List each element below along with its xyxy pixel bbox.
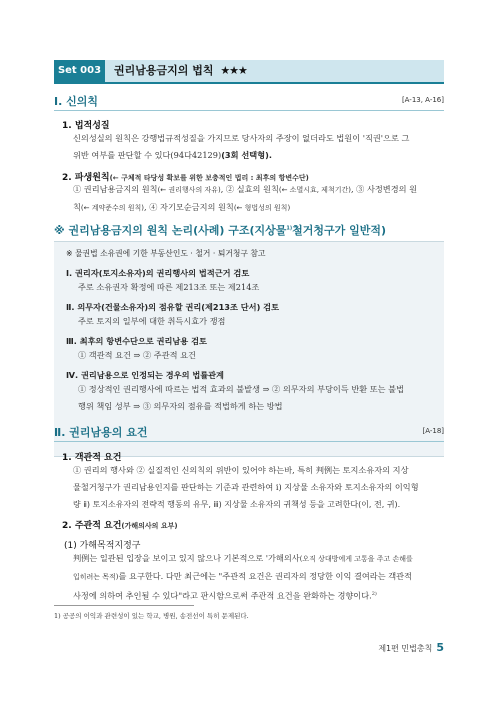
heading-subjective-requirement bbox=[62, 518, 178, 531]
text: 2. 주관적 요건 bbox=[62, 521, 122, 531]
line bbox=[73, 181, 443, 199]
paragraph-subjective-requirement bbox=[73, 550, 443, 605]
footnote-divider bbox=[54, 605, 194, 606]
text: , ② 실효의 원칙 bbox=[220, 184, 279, 194]
exam-note: (3회 선택형). bbox=[221, 150, 272, 160]
section-2-ref: [A-18] bbox=[422, 427, 444, 435]
subheading: (1) 가해목적지정구 bbox=[64, 541, 141, 551]
line: 신의성실의 원칙은 강행법규적성질을 가지므로 당사자의 주장이 없더라도 법원이 '직권'으로 그 bbox=[73, 133, 410, 143]
text: , ④ 자기모순금지의 원칙 bbox=[144, 202, 234, 212]
footnote-mark: 1) bbox=[286, 225, 293, 232]
line bbox=[73, 586, 443, 605]
line bbox=[73, 147, 443, 164]
text: 위반 여부를 판단할 수 있다(94다42129) bbox=[73, 150, 222, 160]
footnote-mark: 2) bbox=[371, 591, 377, 597]
box-item-2-heading: Ⅱ. 의무자(건물소유자)의 점유할 권리(제213조 단서) 검토 bbox=[66, 302, 279, 312]
line bbox=[73, 550, 443, 568]
set-label: Set 003 bbox=[54, 60, 105, 82]
heading-legal-nature: 1. 법적성질 bbox=[62, 121, 110, 131]
box-reference: ※ 물권법 소유권에 기한 부동산인도 · 철거 · 퇴거청구 참고 bbox=[66, 249, 266, 258]
line: 행위 책임 성부 ⇒ ③ 의무자의 점유를 적법하게 하는 방법 bbox=[78, 401, 283, 411]
text: 를 요구한다. 다만 최근에는 "주관적 요건은 권리자의 정당한 이익 결여라는 객관적 bbox=[118, 571, 412, 581]
set-title-text: 권리남용금지의 법칙 bbox=[114, 64, 214, 77]
paragraph-legal-nature bbox=[73, 130, 443, 164]
section-1-title: Ⅰ. 신의칙 bbox=[54, 95, 98, 108]
text: ① 권리남용금지의 원칙 bbox=[73, 184, 158, 194]
note: (← 권리행사의 자유) bbox=[157, 186, 221, 194]
line: 물철거청구가 권리남용인지를 판단하는 기준과 관련하여 ⅰ) 지상물 소유자와 토지소유자의 이익형 bbox=[73, 482, 419, 492]
section-2-title: Ⅱ. 권리남용의 요건 bbox=[54, 426, 148, 439]
set-title bbox=[114, 60, 247, 82]
note: 입히려는 목적) bbox=[73, 573, 119, 581]
footnote: 1) 공공의 이익과 관련성이 있는 학교, 병원, 송전선이 특히 문제된다. bbox=[54, 612, 249, 620]
box-item-1-body: 주로 소유권자 확정에 따른 제213조 또는 제214조 bbox=[78, 282, 260, 292]
structure-notice bbox=[54, 222, 386, 238]
text: , ③ 사정변경의 원 bbox=[350, 184, 418, 194]
box-item-1-heading: Ⅰ. 권리자(토지소유자)의 권리행사의 법적근거 검토 bbox=[66, 268, 250, 278]
paragraph-derived-principles bbox=[73, 181, 443, 217]
heading-note: (← 구체적 타당성 확보를 위한 보충적인 법리 : 최후의 항변수단) bbox=[109, 174, 309, 182]
text: 2. 파생원칙 bbox=[62, 173, 110, 183]
page-number: 5 bbox=[436, 641, 444, 654]
box-item-4-body bbox=[78, 381, 433, 415]
line: ① 권리의 행사와 ② 실질적인 신의칙의 위반이 있어야 하는바, 특히 判例는 토지소유자의 지상 bbox=[73, 465, 409, 475]
text: ※ 권리남용금지의 원칙 논리(사례) 구조(지상물 bbox=[54, 224, 287, 237]
line bbox=[73, 568, 443, 586]
importance-stars: ★★★ bbox=[220, 64, 247, 77]
note: (← 계약준수의 원칙) bbox=[80, 204, 145, 212]
box-item-3-heading: Ⅲ. 최후의 항변수단으로 권리남용 검토 bbox=[66, 336, 207, 346]
section-1-divider bbox=[54, 110, 444, 111]
line bbox=[73, 199, 443, 217]
text: 사정에 의하여 추인될 수 있다"라고 판시함으로써 주관적 요건을 완화하는 경향이다. bbox=[73, 590, 372, 601]
section-2-divider bbox=[54, 441, 444, 442]
note: (← 형법성의 원칙) bbox=[233, 204, 291, 212]
box-item-4-heading: Ⅳ. 권리남용으로 인정되는 경우의 법률관계 bbox=[66, 370, 224, 380]
line: 량 ⅱ) 토지소유자의 전략적 행동의 유무, ⅲ) 지상물 소유자의 귀책성 등을 고려한다(이, 전, 귀). bbox=[73, 500, 401, 509]
text: 칙 bbox=[73, 202, 81, 212]
text: 철거청구가 일반적) bbox=[292, 224, 387, 237]
note: (← 소멸시효, 제척기간) bbox=[278, 186, 351, 194]
section-1-ref: [A-13, A-16] bbox=[401, 96, 444, 104]
note: (오직 상대방에게 고통을 주고 손해를 bbox=[299, 555, 413, 563]
set-header bbox=[54, 60, 444, 84]
box-item-3-body: ① 객관적 요건 ⇒ ② 주관적 요건 bbox=[78, 350, 196, 360]
heading-objective-requirement: 1. 객관적 요건 bbox=[62, 453, 122, 463]
page-footer bbox=[378, 641, 444, 654]
paragraph-objective-requirement bbox=[73, 462, 443, 513]
box-item-2-body: 주로 토지의 일부에 대한 취득시효가 쟁점 bbox=[78, 316, 226, 326]
heading-note: (가해의사의 요부) bbox=[121, 522, 178, 530]
part-title: 제1편 민법총칙 bbox=[378, 644, 433, 653]
line: ① 정상적인 권리행사에 따르는 법적 효과의 불발생 ⇒ ② 의무자의 부당이득 반환 또는 불법 bbox=[78, 384, 404, 394]
text: 判例는 일관된 입장을 보이고 있지 않으나 기본적으로 '가해의사 bbox=[73, 553, 300, 563]
